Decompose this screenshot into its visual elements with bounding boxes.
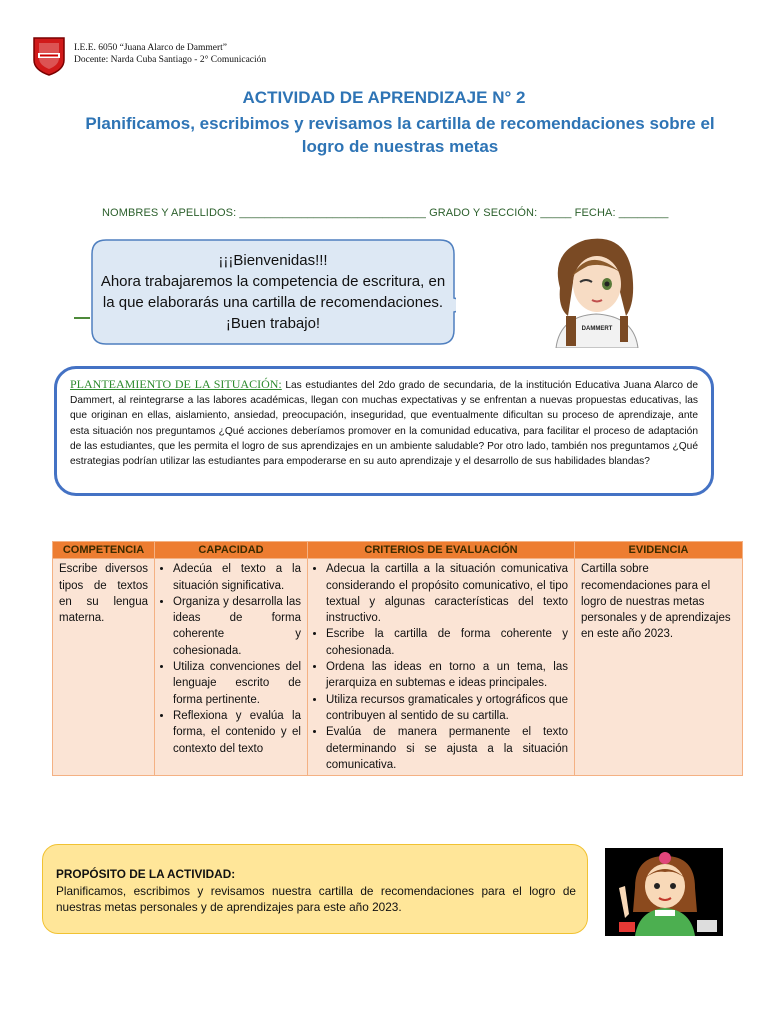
situation-text: [70, 377, 698, 469]
header-capacidad: CAPACIDAD: [155, 542, 308, 559]
criterio-item: • Utiliza recursos gramaticales y ortográficos que contribuyen al sentido de su cartilla.: [326, 692, 568, 725]
criterio-item: • Evalúa de manera permanente el texto determinando si se ajusta a la situación comunicativa.: [326, 724, 568, 773]
criterio-item: • Ordena las ideas en torno a un tema, las jerarquiza en subtemas e ideas principales.: [326, 659, 568, 692]
purpose-text: [56, 866, 576, 916]
girl-winking-illustration: [540, 232, 652, 348]
bubble-greeting: ¡¡¡Bienvenidas!!!: [218, 252, 328, 269]
speech-bubble: [96, 250, 450, 334]
school-crest-icon: [32, 36, 66, 76]
school-header: [74, 42, 266, 66]
evidencia-cell: Cartilla sobre recomendaciones para el logro de nuestras metas personales y de aprendizajes en este año 2023.: [575, 559, 743, 776]
shirt-text: DAMMERT: [581, 326, 613, 332]
activity-subtitle: Planificamos, escribimos y revisamos la cartilla de recomendaciones sobre el logro de nuestras metas: [85, 114, 715, 156]
criterios-cell: [308, 559, 575, 776]
table-row: [53, 559, 743, 776]
capacidad-cell: [155, 559, 308, 776]
teacher-line: Docente: Narda Cuba Santiago - 2° Comunicación: [74, 55, 267, 65]
divider-line: [74, 317, 90, 319]
header-evidencia: EVIDENCIA: [575, 542, 743, 559]
criterio-item: • Escribe la cartilla de forma coherente y cohesionada.: [326, 626, 568, 659]
competency-table: [52, 541, 743, 776]
capacidad-item: • Reflexiona y evalúa la forma, el contenido y el contexto del texto: [173, 708, 301, 757]
situation-heading: PLANTEAMIENTO DE LA SITUACIÓN:: [70, 377, 282, 391]
capacidad-item: • Adecúa el texto a la situación significativa.: [173, 561, 301, 594]
competencia-cell: Escribe diversos tipos de textos en su lengua materna.: [53, 559, 155, 776]
girl-pointing-illustration: [605, 848, 723, 936]
capacidad-item: • Organiza y desarrolla las ideas de forma coherente y cohesionada.: [173, 594, 301, 659]
student-fields: NOMBRES Y APELLIDOS: ______________________________ GRADO Y SECCIÓN: _____ FECHA: ________: [102, 207, 669, 219]
purpose-title: PROPÓSITO DE LA ACTIVIDAD:: [56, 867, 236, 881]
criterio-item: • Adecua la cartilla a la situación comunicativa considerando el propósito comunicativo, el tipo textual y algunas características del texto instructivo.: [326, 561, 568, 626]
capacidad-item: • Utiliza convenciones del lenguaje escrito de forma pertinente.: [173, 659, 301, 708]
school-name: I.E.E. 6050 “Juana Alarco de Dammert”: [74, 43, 227, 53]
bubble-message: Ahora trabajaremos la competencia de escritura, en la que elaborarás una cartilla de recomendaciones. ¡Buen trabajo!: [100, 273, 446, 332]
activity-title: ACTIVIDAD DE APRENDIZAJE N° 2: [242, 88, 526, 107]
table-header-row: [53, 542, 743, 559]
header-competencia: COMPETENCIA: [53, 542, 155, 559]
situation-body: Las estudiantes del 2do grado de secundaria, de la institución Educativa Juana Alarco de Dammert, al reintegrarse a las labores académicas, llegan con muchas expectativas y se enfrentan a nuevas propuestas educativas, las que originan en ellas, aislamiento, ansiedad, preocupación, inseguridad, que eventualmente dificultan su proceso de aprendizaje, ante esta situación nos preguntamos ¿Qué acciones deberíamos promover en la comunidad educativa, para facilitar el proceso de adaptación de las estudiantes, que les permita el logro de sus aprendizajes en un ambiente saludable? Por otro lado, también nos preguntamos ¿Qué estrategias podrían utilizar las estudiantes para empoderarse en su auto aprendizaje y el desarrollo de sus habilidades blandas?: [70, 380, 698, 468]
header-criterios: CRITERIOS DE EVALUACIÓN: [308, 542, 575, 559]
purpose-body: Planificamos, escribimos y revisamos nuestra cartilla de recomendaciones para el logro de nuestras metas personales y de aprendizajes para este año 2023.: [56, 883, 576, 914]
